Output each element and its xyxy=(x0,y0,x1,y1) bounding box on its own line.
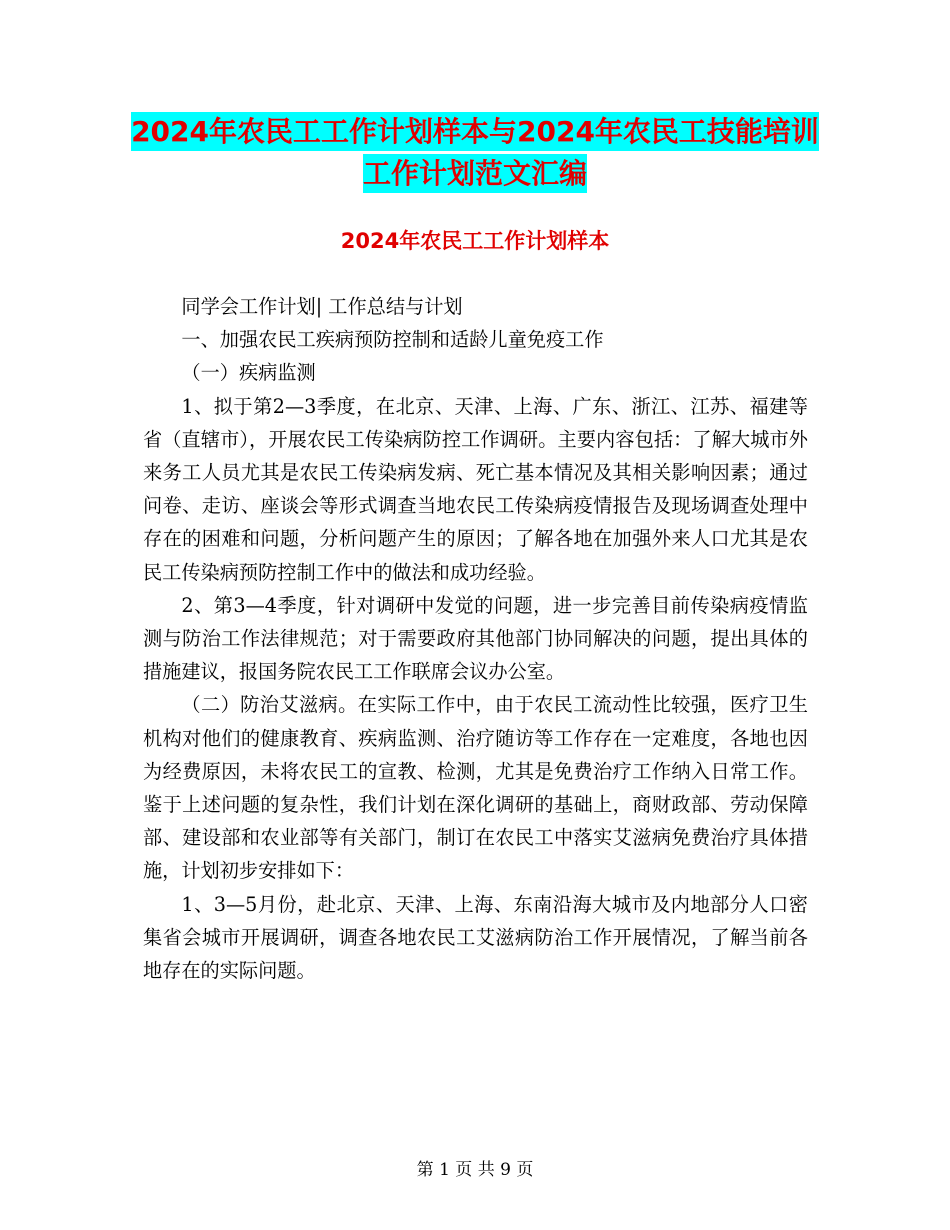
paragraph: 一、加强农民工疾病预防控制和适龄儿童免疫工作 xyxy=(181,328,604,352)
paragraph: 同学会工作计划| 工作总结与计划 xyxy=(181,295,463,318)
document-title-text-2: 工作计划范文汇编 xyxy=(363,154,587,193)
paragraph: （一）疾病监测 xyxy=(181,361,316,385)
paragraph: 1、拟于第2—3季度，在北京、天津、上海、广东、浙江、江苏、福建等省（直辖市），开展农民工传染病防控工作调研。主要内容包括：了解大城市外来务工人员尤其是农民工传染病发病、死亡基本情况及其相关影响因素；通过问卷、走访、座谈会等形式调查当地农民工传染病疫情报告及现场调查处理中存在的困难和问题，分析问题产生的原因；了解各地在加强外来人口尤其是农民工传染病预防控制工作中的做法和成功经验。 xyxy=(143,394,808,584)
paragraph: 1、3—5月份，赴北京、天津、上海、东南沿海大城市及内地部分人口密集省会城市开展调研，调查各地农民工艾滋病防治工作开展情况，了解当前各地存在的实际问题。 xyxy=(143,892,808,983)
page-footer: 第 1 页 共 9 页 xyxy=(416,1160,534,1180)
document-title-text-1: 2024年农民工工作计划样本与2024年农民工技能培训 xyxy=(131,112,819,151)
section-title: 2024年农民工工作计划样本 xyxy=(340,229,610,253)
paragraph: 2、第3—4季度，针对调研中发觉的问题，进一步完善目前传染病疫情监测与防治工作法律规范；对于需要政府其他部门协同解决的问题，提出具体的措施建议，报国务院农民工工作联席会议办公室。 xyxy=(143,593,808,684)
paragraph: （二）防治艾滋病。在实际工作中，由于农民工流动性比较强，医疗卫生机构对他们的健康教育、疾病监测、治疗随访等工作存在一定难度，各地也因为经费原因，未将农民工的宣教、检测，尤其是免费治疗工作纳入日常工作。鉴于上述问题的复杂性，我们计划在深化调研的基础上，商财政部、劳动保障部、建设部和农业部等有关部门，制订在农民工中落实艾滋病免费治疗具体措施，计划初步安排如下： xyxy=(143,693,808,883)
document-body xyxy=(143,290,808,987)
document-title-line-1 xyxy=(0,115,950,148)
document-title-line-2 xyxy=(0,157,950,190)
